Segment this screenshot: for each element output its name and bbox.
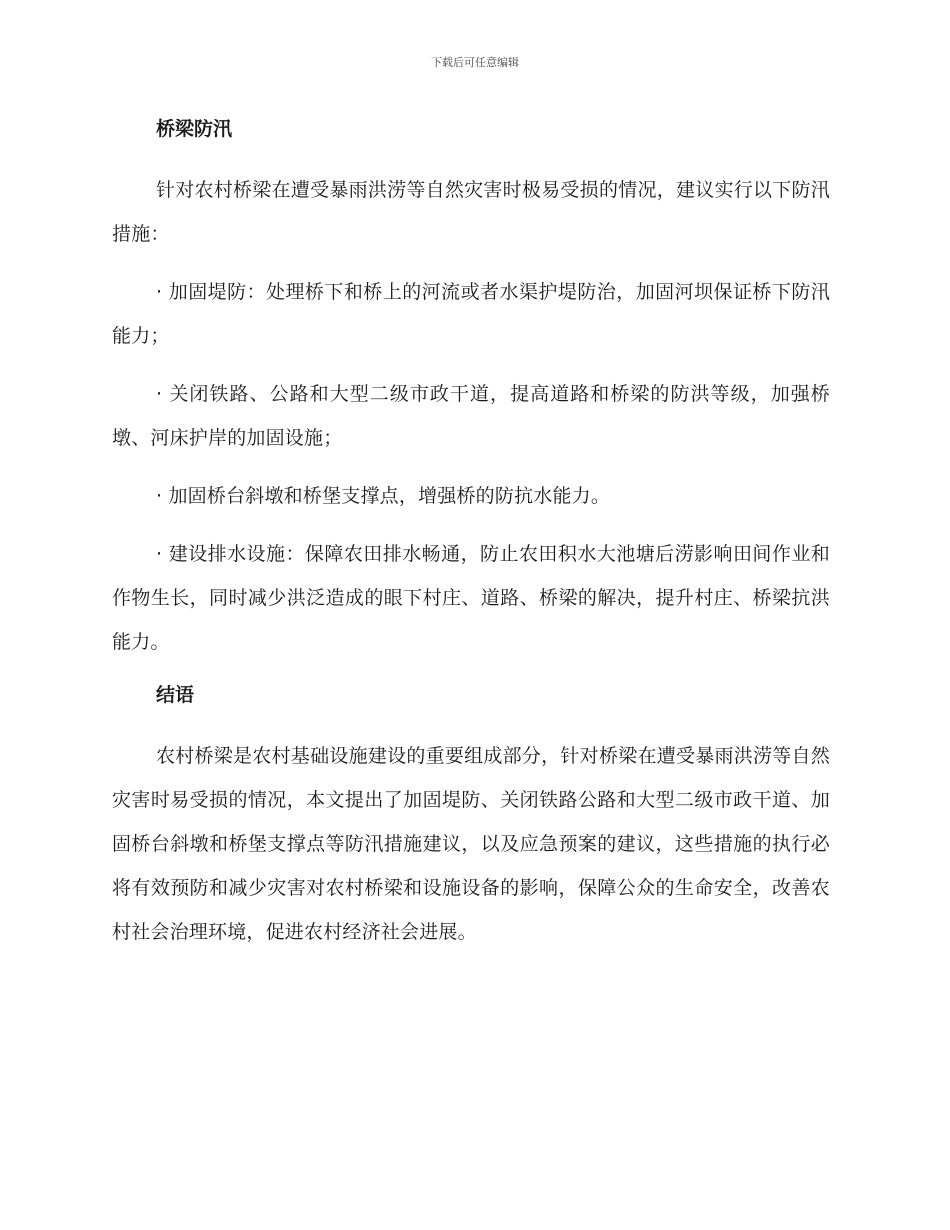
bullet-paragraph: · 加固桥台斜墩和桥堡支撑点，增强桥的防抗水能力。 <box>156 485 611 507</box>
section-heading: 桥梁防汛 <box>156 118 233 140</box>
document-body <box>112 112 830 954</box>
bullet-paragraph: · 建设排水设施：保障农田排水畅通，防止农田积水大池塘后涝影响田间作业和作物生长，同时减少洪泛造成的眼下村庄、道路、桥梁的解决，提升村庄、桥梁抗洪能力。 <box>112 543 830 653</box>
section-bridge-flood-control <box>112 112 830 664</box>
bullet-paragraph: · 关闭铁路、公路和大型二级市政干道，提高道路和桥梁的防洪等级，加强桥墩、河床护岸的加固设施； <box>112 383 830 449</box>
section-heading: 结语 <box>156 684 195 706</box>
header-note: 下载后可任意编辑 <box>431 56 519 69</box>
paragraph: 农村桥梁是农村基础设施建设的重要组成部分，针对桥梁在遭受暴雨洪涝等自然灾害时易受损的情况，本文提出了加固堤防、关闭铁路公路和大型二级市政干道、加固桥台斜墩和桥堡支撑点等防汛措施建议，以及应急预案的建议，这些措施的执行必将有效预防和减少灾害对农村桥梁和设施设备的影响，保障公众的生命安全，改善农村社会治理环境，促进农村经济社会进展。 <box>112 745 830 943</box>
paragraph: 针对农村桥梁在遭受暴雨洪涝等自然灾害时极易受损的情况，建议实行以下防汛措施： <box>112 179 830 245</box>
section-conclusion <box>112 678 830 954</box>
bullet-paragraph: · 加固堤防：处理桥下和桥上的河流或者水渠护堤防治，加固河坝保证桥下防汛能力； <box>112 281 830 347</box>
